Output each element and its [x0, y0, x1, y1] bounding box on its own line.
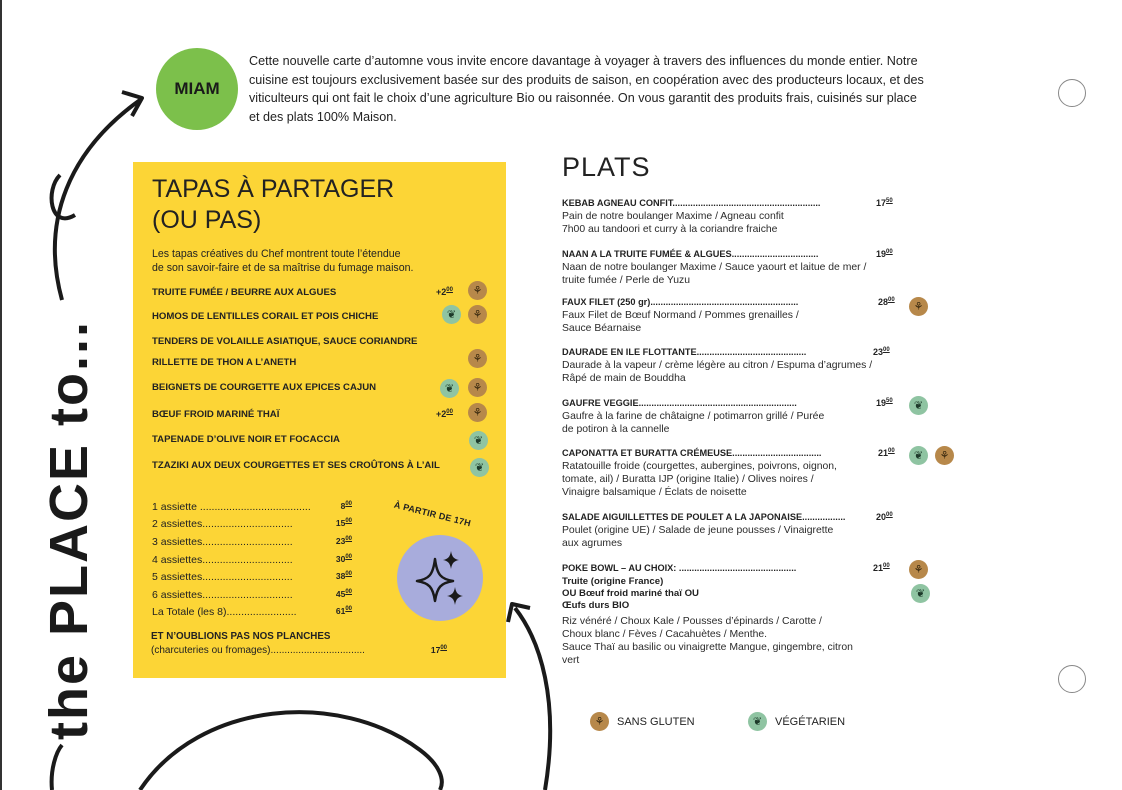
tarif-row: [152, 554, 352, 566]
stamp-badge: [397, 535, 483, 621]
tapas-item-extra: [436, 287, 453, 297]
dish-title: POKE BOWL – AU CHOIX:: [562, 563, 677, 573]
dish-name: [562, 448, 821, 458]
planches-price: [431, 645, 447, 655]
tarif-label: 6 assiettes: [152, 589, 203, 601]
tapas-item: [152, 287, 336, 298]
arrow-to-miam: [55, 100, 140, 300]
vegetarian-icon: ❦: [748, 712, 767, 731]
tarif-dots: ...............................: [202, 589, 293, 601]
dish-price: [876, 512, 893, 522]
dish-name: [562, 249, 818, 259]
dish-dots: ..................................: [731, 249, 819, 259]
dish-price: [873, 563, 890, 573]
dish-desc-line: Sauce Béarnaise: [562, 323, 642, 334]
tarif-price-value: 61: [335, 606, 346, 616]
vegetarian-icon: ❦: [470, 458, 489, 477]
tarif-price-value: 23: [335, 536, 346, 546]
dish-title: KEBAB AGNEAU CONFIT: [562, 198, 673, 208]
dish-dots: ..............................................: [678, 563, 797, 573]
dish-price-cents: 50: [886, 198, 893, 204]
planches-title: ET N’OUBLIONS PAS NOS PLANCHES: [151, 631, 331, 642]
vegetarian-icon: ❦: [440, 379, 459, 398]
dish-description: [562, 460, 907, 499]
tarif-price: [336, 518, 352, 528]
dish-desc-line: Faux Filet de Bœuf Normand / Pommes grenailles /: [562, 310, 799, 321]
extra-price: +2: [436, 287, 447, 297]
dish-name: [562, 563, 796, 573]
dish-desc-line: de potiron à la cannelle: [562, 424, 670, 435]
poke-choice: Œufs durs BIO: [562, 600, 630, 611]
dish-desc-line: Poulet (origine UE) / Salade de jeune pousses / Vinaigrette: [562, 525, 834, 536]
legend-label: SANS GLUTEN: [617, 715, 695, 728]
tapas-description: [152, 247, 472, 275]
dish-price-cents: 00: [888, 448, 895, 454]
dish-title: DAURADE EN ILE FLOTTANTE: [562, 347, 697, 357]
plats-title: PLATS: [562, 152, 651, 182]
dish-price-value: 17: [876, 198, 887, 208]
tapas-item-name: TENDERS DE VOLAILLE ASIATIQUE, SAUCE CORIANDRE: [152, 336, 418, 347]
tapas-item-name: BŒUF FROID MARINÉ THAÏ: [152, 409, 280, 420]
tapas-item-extra: [436, 409, 453, 419]
tarif-price-cents: 00: [345, 606, 352, 613]
dish-price-cents: 00: [888, 297, 895, 303]
tapas-title-line1: TAPAS À PARTAGER: [152, 175, 395, 203]
dish-desc-line: Vinaigre balsamique / Éclats de noisette: [562, 487, 747, 498]
tarif-dots: ...............................: [202, 536, 293, 548]
tarif-label: 4 assiettes: [152, 554, 203, 566]
dish-description: [562, 615, 907, 667]
dish-price-cents: 00: [886, 512, 893, 518]
dish-price-value: 21: [873, 563, 884, 573]
dish-price: [873, 347, 890, 357]
dish-price-cents: 00: [883, 563, 890, 569]
dish-name: [562, 297, 798, 307]
dish-title: NAAN A LA TRUITE FUMÉE & ALGUES: [562, 249, 732, 259]
poke-choices: [562, 576, 699, 612]
dish-dots: ..........................................................: [672, 198, 821, 208]
tarif-price-cents: 00: [345, 589, 352, 596]
tarif-row: [152, 518, 352, 530]
gluten-free-icon: ⚘: [468, 403, 487, 422]
tapas-item-name: TAPENADE D’OLIVE NOIR ET FOCACCIA: [152, 434, 340, 445]
gluten-free-icon: ⚘: [590, 712, 609, 731]
dish-name: [562, 398, 797, 408]
tapas-desc-line1: Les tapas créatives du Chef montrent toute l’étendue: [152, 248, 401, 260]
dish-title: GAUFRE VEGGIE: [562, 398, 639, 408]
dish-price-value: 20: [876, 512, 887, 522]
dish-name: [562, 198, 820, 208]
dish-price: [878, 448, 895, 458]
tarif-price-value: 45: [335, 589, 346, 599]
dish-desc-line: truite fumée / Perle de Yuzu: [562, 275, 691, 286]
planches-dots: ..................................: [270, 645, 365, 656]
dish-desc-line: Râpé de main de Bouddha: [562, 373, 686, 384]
tarif-price: [341, 501, 352, 511]
extra-price: +2: [436, 409, 447, 419]
tapas-item: [152, 434, 340, 445]
legend-label: VÉGÉTARIEN: [775, 715, 846, 728]
dish-description: [562, 524, 902, 550]
tapas-item: [152, 409, 279, 420]
arrow-bottom-left: [52, 745, 62, 790]
tarif-row: [152, 501, 352, 513]
tarif-dots: ...............................: [202, 554, 293, 566]
extra-price-cents: 00: [446, 287, 453, 293]
tarif-price-cents: 00: [345, 571, 352, 578]
dish-description: [562, 210, 902, 236]
tapas-item-name: TZAZIKI AUX DEUX COURGETTES ET SES CROÛTONS À L’AIL: [152, 460, 440, 471]
dish-desc-line: Riz vénéré / Choux Kale / Pousses d’épinards / Carotte /: [562, 616, 822, 627]
arrow-bottom-curve: [140, 712, 442, 790]
tapas-item: [152, 382, 376, 393]
dish-title: FAUX FILET (250 gr): [562, 297, 651, 307]
tarif-row: [152, 571, 352, 583]
dish-price-cents: 00: [883, 347, 890, 353]
dish-price: [876, 198, 893, 208]
tapas-item-name: TRUITE FUMÉE / BEURRE AUX ALGUES: [152, 287, 337, 298]
dish-desc-line: Gaufre à la farine de châtaigne / potimarron grillé / Purée: [562, 411, 825, 422]
tarif-dots: ........................: [226, 606, 297, 618]
tapas-title: [152, 174, 394, 236]
extra-price-cents: 00: [446, 409, 453, 415]
tarif-label: 1 assiette: [152, 501, 197, 513]
poke-choice: OU Bœuf froid mariné thaï OU: [562, 588, 699, 599]
dish-desc-line: Naan de notre boulanger Maxime / Sauce yaourt et laitue de mer /: [562, 262, 867, 273]
dish-desc-line: Pain de notre boulanger Maxime / Agneau confit: [562, 211, 784, 222]
dish-price-cents: 00: [886, 249, 893, 255]
dish-description: [562, 359, 907, 385]
intro-paragraph: Cette nouvelle carte d’automne vous invite encore davantage à voyager à travers des influences du monde entier. Notre cuisine est toujours exclusivement basée sur des produits de saison, en coopération avec des producteurs locaux, et des viticulteurs qui ont fait le choix d’une agriculture Bio ou raisonnée. On vous garantit des produits frais, cuisinés sur place et des plats 100% Maison.: [249, 54, 924, 124]
dish-desc-line: aux agrumes: [562, 538, 623, 549]
vegetarian-icon: ❦: [469, 431, 488, 450]
tarif-label: 5 assiettes: [152, 571, 203, 583]
tarif-row: [152, 606, 352, 618]
tarif-price-value: 38: [335, 571, 346, 581]
vegetarian-icon: ❦: [909, 446, 928, 465]
dish-price-cents: 50: [886, 398, 893, 404]
arrow-to-stamp: [515, 608, 550, 790]
tapas-item: [152, 336, 417, 347]
tarif-label: La Totale (les 8): [152, 606, 227, 618]
gluten-free-icon: ⚘: [468, 349, 487, 368]
dish-desc-line: Ratatouille froide (courgettes, aubergines, poivrons, oignon,: [562, 461, 837, 472]
dish-price-value: 28: [878, 297, 889, 307]
dish-name: [562, 347, 806, 357]
tapas-item: [152, 460, 440, 471]
tarif-price: [336, 536, 352, 546]
tapas-item-name: HOMOS DE LENTILLES CORAIL ET POIS CHICHE: [152, 311, 379, 322]
planches-price-value: 17: [430, 645, 441, 655]
planches-price-cents: 00: [440, 645, 447, 652]
poke-choice: Truite (origine France): [562, 576, 664, 587]
tarif-row: [152, 589, 352, 601]
legend-vegetarian: [748, 712, 845, 731]
dish-desc-line: vert: [562, 655, 580, 666]
gluten-free-icon: ⚘: [468, 378, 487, 397]
dish-price-value: 19: [876, 249, 887, 259]
tarif-price-value: 30: [335, 554, 346, 564]
tarif-label: 3 assiettes: [152, 536, 203, 548]
tapas-desc-line2: de son savoir-faire et de sa maîtrise du fumage maison.: [152, 262, 414, 274]
dish-description: [562, 261, 907, 287]
tarif-price-cents: 00: [345, 536, 352, 543]
stamp-text: À PARTIR DE 17H: [392, 499, 472, 529]
dish-price: [876, 398, 893, 408]
tarif-row: [152, 536, 352, 548]
gluten-free-icon: ⚘: [909, 297, 928, 316]
gluten-free-icon: ⚘: [935, 446, 954, 465]
planches-line: [151, 645, 447, 656]
tarif-dots: ......................................: [199, 501, 311, 513]
tarif-price-value: 15: [335, 518, 346, 528]
dish-desc-line: tomate, ail) / Buratta IJP (origine Italie) / Olives noires /: [562, 474, 814, 485]
tarif-price: [336, 589, 352, 599]
dish-dots: ..............................................................: [638, 398, 797, 408]
sparkle-icon: [397, 535, 483, 621]
dish-title: SALADE AIGUILLETTES DE POULET A LA JAPONAISE: [562, 512, 803, 522]
dish-price: [878, 297, 895, 307]
tarif-dots: ...............................: [202, 518, 293, 530]
tarif-price-value: 8: [340, 501, 346, 511]
miam-badge: MIAM: [156, 48, 238, 130]
legend-gluten-free: [590, 712, 695, 731]
dish-dots: ...................................: [732, 448, 822, 458]
dish-dots: .................: [802, 512, 846, 522]
tarif-label: 2 assiettes: [152, 518, 203, 530]
dish-name: [562, 512, 846, 522]
tarif-price-cents: 00: [345, 554, 352, 561]
gluten-free-icon: ⚘: [468, 305, 487, 324]
tarif-price: [336, 554, 352, 564]
dish-price: [876, 249, 893, 259]
gluten-free-icon: ⚘: [909, 560, 928, 579]
vegetarian-icon: ❦: [442, 305, 461, 324]
dish-price-value: 19: [876, 398, 887, 408]
planches-sub: (charcuteries ou fromages): [151, 645, 271, 656]
dish-title: CAPONATTA ET BURATTA CRÉMEUSE: [562, 448, 733, 458]
dish-desc-line: Daurade à la vapeur / crème légère au citron / Espuma d’agrumes /: [562, 360, 873, 371]
dish-price-value: 21: [878, 448, 889, 458]
dish-dots: ..........................................................: [650, 297, 799, 307]
tarif-price-cents: 00: [345, 501, 352, 508]
tapas-item: [152, 357, 296, 368]
dish-desc-line: Sauce Thaï au basilic ou vinaigrette Mangue, gingembre, citron: [562, 642, 853, 653]
tarif-price: [336, 606, 352, 616]
dish-description: [562, 410, 902, 436]
tapas-item-name: BEIGNETS DE COURGETTE AUX EPICES CAJUN: [152, 382, 377, 393]
vegetarian-icon: ❦: [909, 396, 928, 415]
tarif-price-cents: 00: [345, 518, 352, 525]
dish-dots: ...........................................: [696, 347, 807, 357]
dish-description: [562, 309, 902, 335]
tapas-title-line2: (OU PAS): [152, 206, 262, 234]
tarif-dots: ...............................: [202, 571, 293, 583]
dish-desc-line: Choux blanc / Fèves / Cacahuètes / Menthe.: [562, 629, 768, 640]
tarif-price: [336, 571, 352, 581]
tapas-item-name: RILLETTE DE THON A L’ANETH: [152, 357, 297, 368]
gluten-free-icon: ⚘: [468, 281, 487, 300]
tapas-item: [152, 311, 378, 322]
dish-desc-line: 7h00 au tandoori et curry à la coriandre fraiche: [562, 224, 778, 235]
vegetarian-icon: ❦: [911, 584, 930, 603]
dish-price-value: 23: [873, 347, 884, 357]
vertical-slogan: the PLACE to...: [39, 320, 99, 740]
